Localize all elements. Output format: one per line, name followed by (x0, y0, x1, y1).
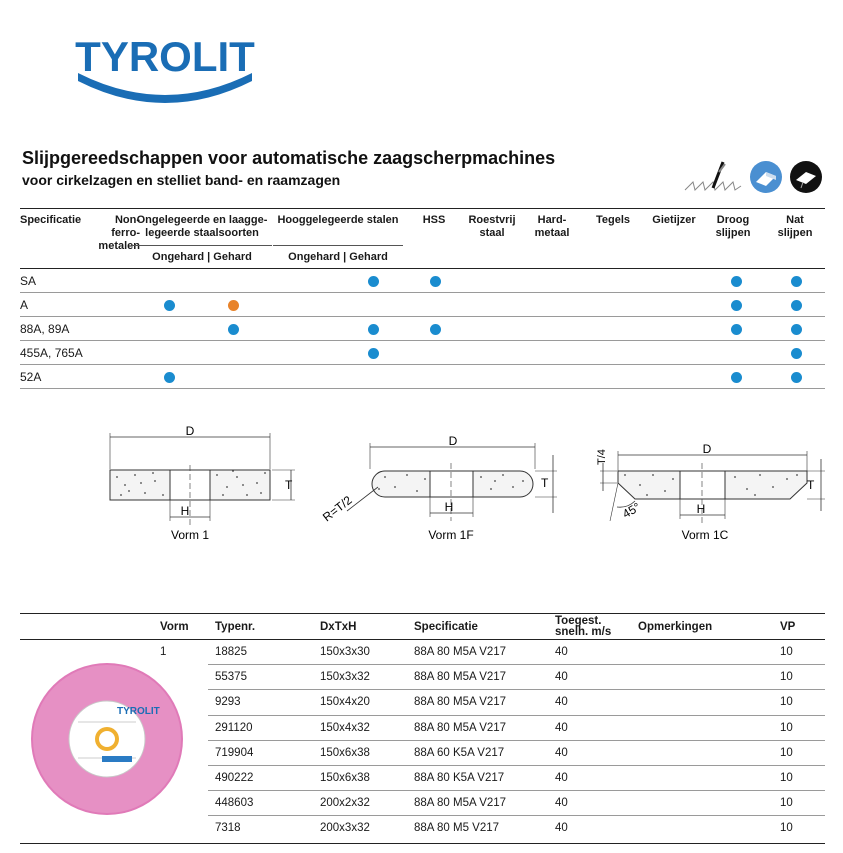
col-specificatie: Specificatie (20, 214, 82, 226)
spec-row (20, 293, 825, 317)
saw-teeth-icon (683, 160, 743, 194)
cell-spec: 88A 80 M5A V217 (414, 696, 507, 709)
cell-spec: 88A 80 M5A V217 (414, 721, 507, 734)
cell-vp: 10 (780, 771, 793, 784)
dim-d: D (448, 434, 458, 448)
col-nat-slijpen: Nat slijpen (777, 214, 813, 239)
page-title: Slijpgereedschappen voor automatische zaagscherpmachines (22, 148, 556, 168)
col-roestvrij: Roestvrij staal (468, 214, 516, 239)
drawing-label-vorm-1f: Vorm 1F (428, 528, 474, 542)
dim-d: D (702, 442, 712, 456)
subheader-hooggelegeerde: Ongehard | Gehard (288, 251, 388, 263)
spec-row (20, 341, 825, 365)
col-hooggelegeerde: Hooggelegeerde stalen (277, 214, 399, 226)
col-vp: VP (780, 621, 796, 633)
cell-snelheid: 40 (555, 797, 568, 810)
drawing-vorm-1f (320, 434, 557, 542)
dim-radius: R=T/2 (320, 492, 355, 525)
dry-grinding-icon (749, 160, 783, 194)
col-hardmetaal: Hard- metaal (534, 214, 570, 239)
cell-typenr: 719904 (215, 746, 254, 759)
dim-h: H (180, 504, 190, 518)
cell-typenr: 7318 (215, 822, 241, 835)
cell-typenr: 291120 (215, 721, 253, 734)
suitability-dot (731, 324, 742, 335)
col-vorm: Vorm (160, 621, 189, 633)
col-ongelegeerde: Ongelegeerde en laagge- legeerde staalsoorten (136, 214, 268, 239)
suitability-dot (731, 276, 742, 287)
suitability-dot (164, 300, 175, 311)
suitability-dot (731, 300, 742, 311)
shape-drawings (95, 425, 825, 555)
subheader-divider (273, 245, 403, 246)
subheader-ongelegeerde: Ongehard | Gehard (152, 251, 252, 263)
cell-typenr: 55375 (215, 671, 247, 684)
table-bottom-rule (20, 843, 825, 844)
spec-table-header (20, 209, 825, 269)
drawing-label-vorm-1c: Vorm 1C (681, 528, 729, 542)
spec-row-label: 88A, 89A (20, 322, 70, 336)
cell-spec: 88A 80 M5 V217 (414, 822, 500, 835)
suitability-dot (368, 324, 379, 335)
cell-typenr: 9293 (215, 696, 241, 709)
spec-row-label: A (20, 298, 29, 312)
dim-t: T (285, 478, 293, 492)
cell-spec: 88A 80 M5A V217 (414, 646, 507, 658)
grinding-wheel-image (30, 662, 185, 817)
cell-vorm: 1 (160, 646, 167, 658)
col-opmerkingen: Opmerkingen (638, 621, 713, 633)
col-typenr: Typenr. (215, 621, 256, 633)
cell-dxtxh: 200x2x32 (320, 797, 370, 810)
cell-vp: 10 (780, 746, 793, 759)
col-tegels: Tegels (595, 214, 631, 226)
subheader-divider (132, 245, 272, 246)
cell-dxtxh: 150x3x32 (320, 671, 370, 684)
cell-dxtxh: 150x3x30 (320, 646, 370, 658)
suitability-dot (164, 372, 175, 383)
suitability-dot (731, 372, 742, 383)
cell-vp: 10 (780, 797, 793, 810)
suitability-dot (430, 324, 441, 335)
drawing-vorm-1c (596, 442, 825, 542)
dim-h: H (444, 500, 454, 514)
cell-spec: 88A 60 K5A V217 (414, 746, 505, 759)
cell-dxtxh: 150x6x38 (320, 771, 370, 784)
spec-row (20, 365, 825, 389)
cell-snelheid: 40 (555, 822, 568, 835)
drawing-label-vorm-1: Vorm 1 (170, 528, 210, 542)
cell-dxtxh: 150x4x32 (320, 721, 370, 734)
col-droog-slijpen: Droog slijpen (715, 214, 751, 239)
dim-t4: T/4 (596, 449, 608, 465)
col-nonferro: Non- ferro- metalen (98, 214, 140, 252)
cell-snelheid: 40 (555, 771, 568, 784)
product-table-header (20, 614, 825, 640)
cell-typenr: 448603 (215, 797, 254, 810)
application-icons (683, 160, 823, 194)
suitability-dot (228, 324, 239, 335)
cell-typenr: 18825 (215, 646, 247, 658)
suitability-dot (430, 276, 441, 287)
col-specificatie: Specificatie (414, 621, 478, 633)
spec-row (20, 269, 825, 293)
cell-vp: 10 (780, 646, 793, 658)
col-snelheid: Toegest. snelh. m/s (555, 615, 612, 638)
cell-snelheid: 40 (555, 721, 568, 734)
dim-t: T (541, 476, 549, 490)
cell-dxtxh: 150x6x38 (320, 746, 370, 759)
cell-snelheid: 40 (555, 696, 568, 709)
col-dxtxh: DxTxH (320, 621, 357, 633)
specification-table (20, 208, 825, 389)
cell-typenr: 490222 (215, 771, 254, 784)
cell-vp: 10 (780, 671, 793, 684)
cell-dxtxh: 150x4x20 (320, 696, 370, 709)
dim-h: H (696, 502, 706, 516)
cell-snelheid: 40 (555, 646, 568, 658)
cell-spec: 88A 80 K5A V217 (414, 771, 505, 784)
cell-snelheid: 40 (555, 671, 568, 684)
spec-row-label: SA (20, 274, 37, 288)
suitability-dot (791, 348, 802, 359)
spec-row (20, 317, 825, 341)
dim-angle: 45° (620, 499, 643, 522)
col-hss: HSS (422, 214, 446, 226)
suitability-dot (791, 276, 802, 287)
cell-vp: 10 (780, 822, 793, 835)
spec-row-label: 455A, 765A (20, 346, 83, 360)
suitability-dot (791, 372, 802, 383)
cell-spec: 88A 80 M5A V217 (414, 797, 507, 810)
wet-grinding-icon (789, 160, 823, 194)
dim-d: D (185, 425, 195, 438)
cell-dxtxh: 200x3x32 (320, 822, 370, 835)
col-gietijzer: Gietijzer (652, 214, 696, 226)
cell-snelheid: 40 (555, 746, 568, 759)
drawing-vorm-1 (110, 425, 295, 542)
suitability-dot (368, 276, 379, 287)
page-subtitle: voor cirkelzagen en stelliet band- en raamzagen (22, 172, 341, 188)
logo-text: TYROLIT (75, 33, 255, 80)
wheel-logo-text: TYROLIT (117, 706, 160, 717)
suitability-dot (791, 300, 802, 311)
suitability-dot (368, 348, 379, 359)
suitability-dot (791, 324, 802, 335)
dim-t: T (807, 478, 815, 492)
tyrolit-logo (70, 25, 260, 103)
spec-row-label: 52A (20, 370, 42, 384)
cell-vp: 10 (780, 721, 793, 734)
table-row (20, 816, 825, 841)
suitability-dot (228, 300, 239, 311)
cell-vp: 10 (780, 696, 793, 709)
cell-spec: 88A 80 M5A V217 (414, 671, 507, 684)
